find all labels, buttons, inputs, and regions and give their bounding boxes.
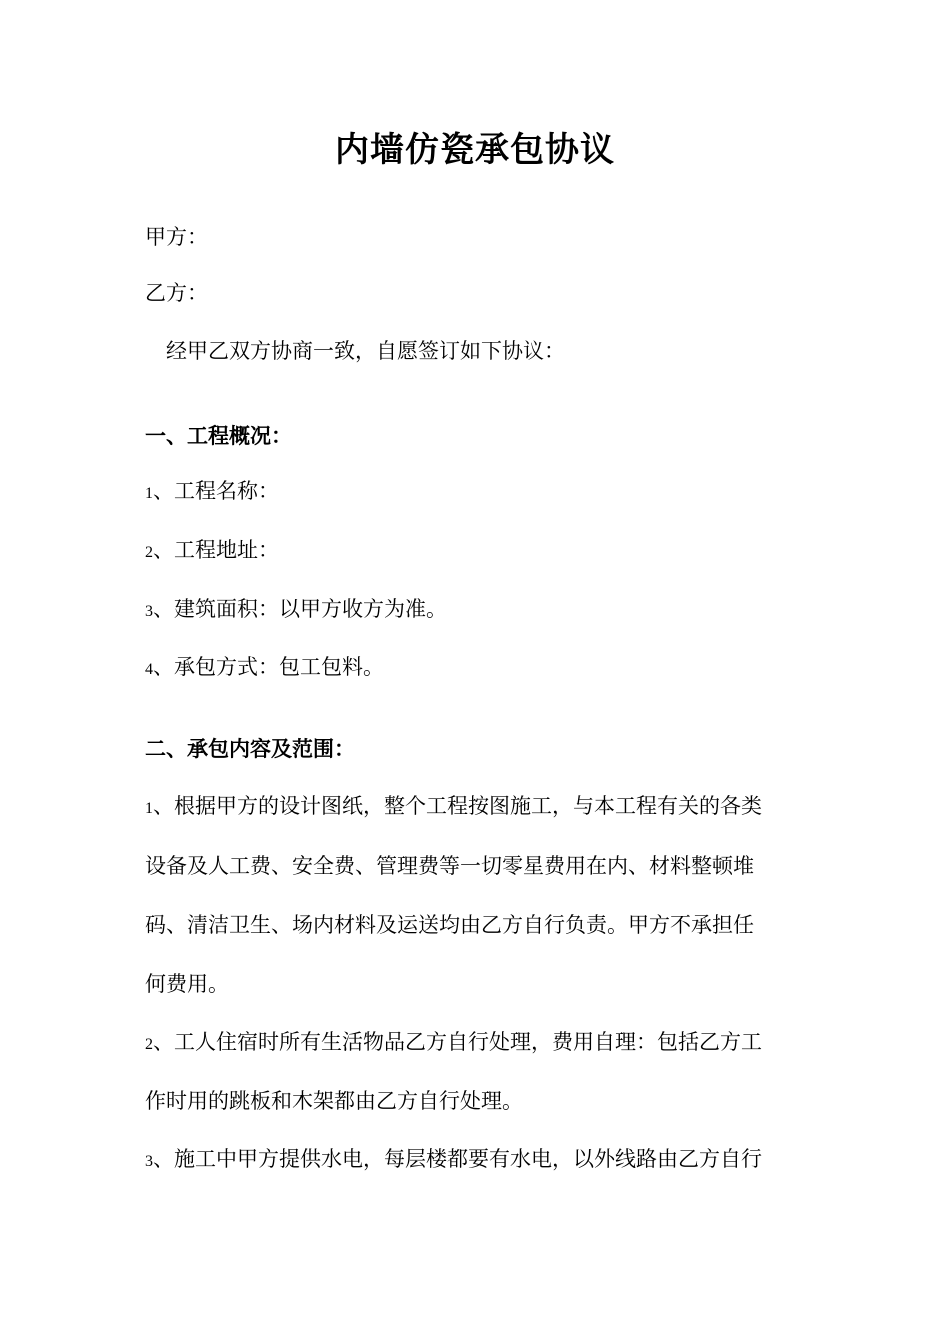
section1-item xyxy=(145,476,815,509)
paragraph-line: 作时用的跳板和木架都由乙方自行处理。 xyxy=(145,1089,523,1113)
party-b-label: 乙方： xyxy=(145,281,208,305)
document-title: 内墙仿瓷承包协议 xyxy=(335,130,615,170)
paragraph-line: 码、清洁卫生、场内材料及运送均由乙方自行负责。甲方不承担任 xyxy=(145,913,754,937)
section1-item xyxy=(145,535,815,568)
item-number: 2 xyxy=(145,544,153,561)
item-number: 3 xyxy=(145,1153,153,1170)
paragraph-line xyxy=(145,791,815,824)
section1-item xyxy=(145,594,815,627)
party-a-label: 甲方： xyxy=(145,225,208,249)
paragraph-line: 何费用。 xyxy=(145,972,229,996)
item-text: 、承包方式：包工包料。 xyxy=(153,655,384,679)
paragraph-text: 、施工中甲方提供水电，每层楼都要有水电，以外线路由乙方自行 xyxy=(153,1147,762,1171)
item-text: 、工程地址： xyxy=(153,538,279,562)
item-number: 3 xyxy=(145,603,153,620)
intro-paragraph: 经甲乙双方协商一致，自愿签订如下协议： xyxy=(166,339,565,363)
section1-item xyxy=(145,652,815,685)
section2-heading: 二、承包内容及范围： xyxy=(145,736,355,761)
paragraph-line xyxy=(145,1027,815,1060)
item-number: 1 xyxy=(145,485,153,502)
section1-heading: 一、工程概况： xyxy=(145,423,292,448)
item-number: 4 xyxy=(145,661,153,678)
item-text: 、建筑面积：以甲方收方为准。 xyxy=(153,597,447,621)
paragraph-line xyxy=(145,1144,815,1177)
paragraph-line: 设备及人工费、安全费、管理费等一切零星费用在内、材料整顿堆 xyxy=(145,854,754,878)
item-number: 1 xyxy=(145,800,153,817)
paragraph-text: 、工人住宿时所有生活物品乙方自行处理，费用自理：包括乙方工 xyxy=(153,1030,762,1054)
item-number: 2 xyxy=(145,1036,153,1053)
paragraph-text: 、根据甲方的设计图纸，整个工程按图施工，与本工程有关的各类 xyxy=(153,794,762,818)
item-text: 、工程名称： xyxy=(153,479,279,503)
